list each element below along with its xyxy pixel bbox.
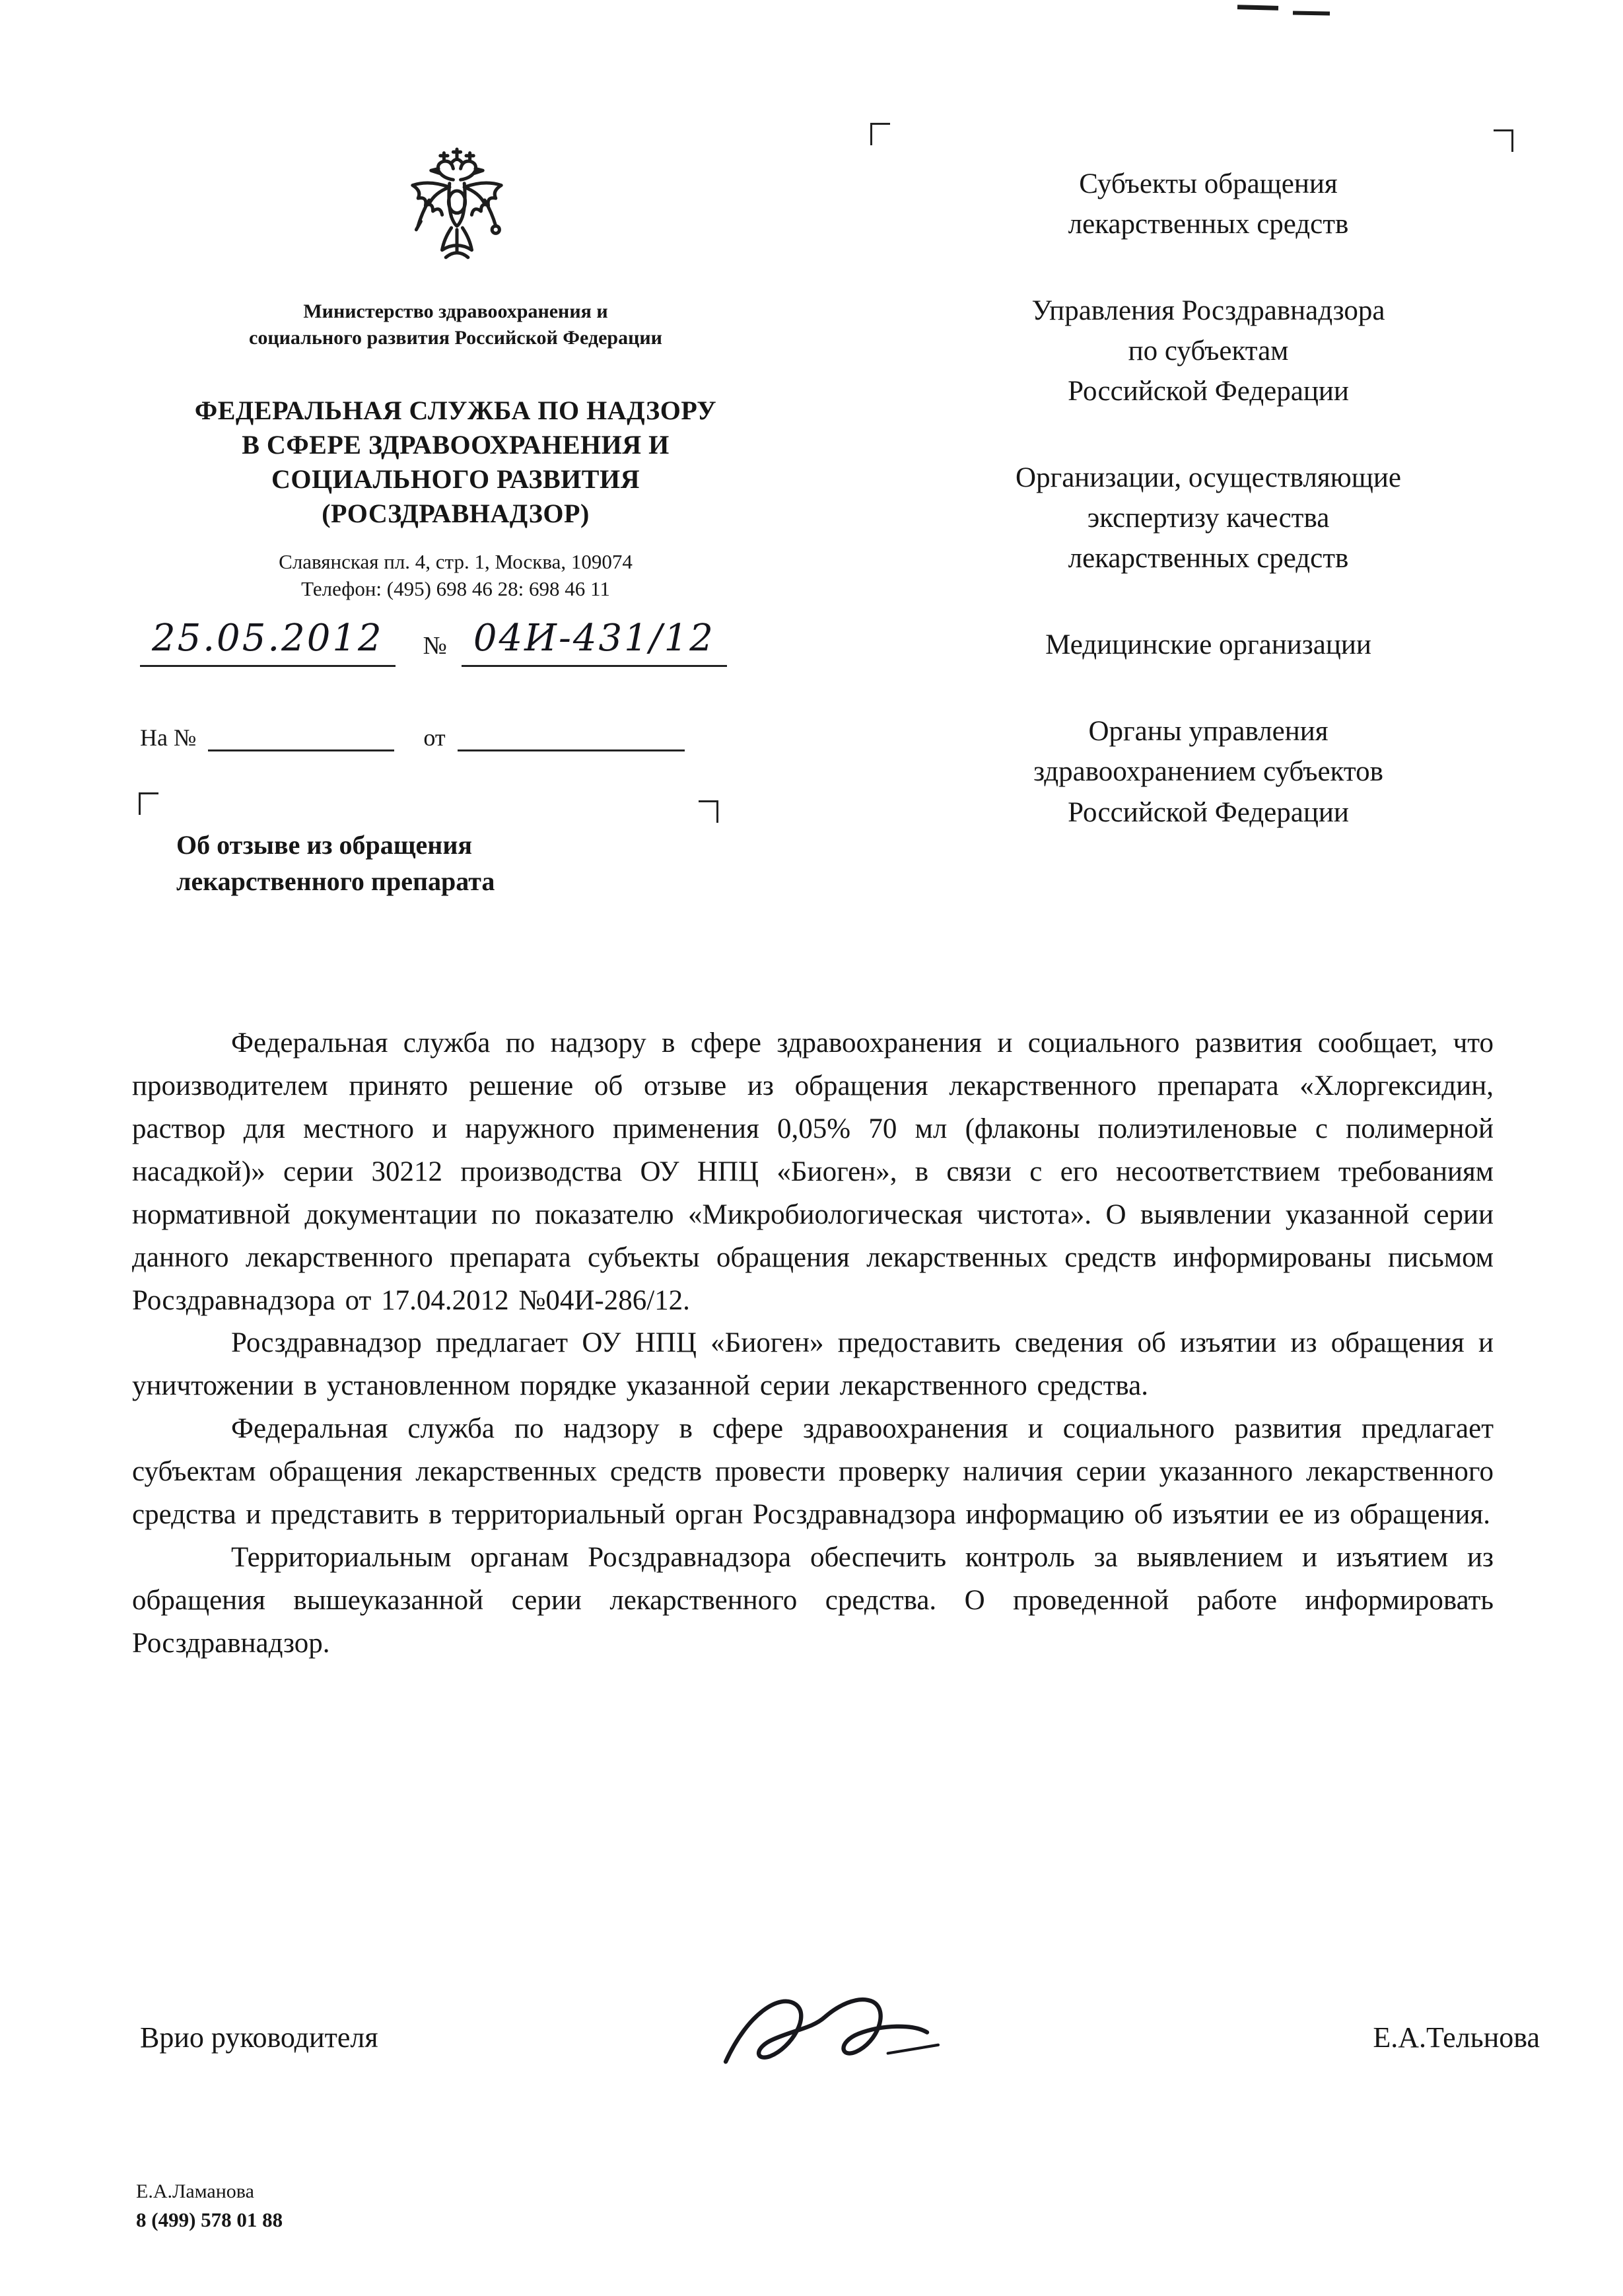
signer-title: Врио руководителя [140, 2021, 378, 2054]
letter-subject-line: Об отзыве из обращения [176, 830, 473, 860]
reply-number-label: На № [140, 724, 197, 751]
addressee-item [964, 711, 1453, 832]
handwritten-outgoing-number: 04И-431/12 [462, 617, 727, 667]
addressee-line: Организации, осуществляющие [1016, 462, 1401, 494]
addressee-item [964, 625, 1453, 665]
agency-name [172, 394, 740, 531]
addressee-line: Медицинские организации [1045, 629, 1371, 661]
letter-subject [176, 827, 599, 899]
body-paragraph: Федеральная служба по надзору в сфере здравоохранения и социального развития предлагает субъектам обращения лекарственных средств провести проверку наличия серии указанного лекарственного средства и представить в территориальный орган Росздравнадзора информацию об изъятии ее из обращения. [132, 1413, 1494, 1531]
addressee-line: экспертизу качества [1087, 503, 1330, 534]
body-paragraph: Федеральная служба по надзору в сфере здравоохранения и социального развития сообщает, что производителем принято решение об отзыве из обращения лекарственного препарата «Хлоргексидин, раствор для местного и наружного применения 0,05% 70 мл (флаконы полиэтиленовые с полимерной насадкой)» серии 30212 производства ОУ НПЦ «Биоген», в связи с его несоответствием требованиям нормативной документации по показателю «Микробиологическая чистота». О выявлении указанной серии данного лекарственного препарата субъекты обращения лекарственных средств информированы письмом Росздравнадзора от 17.04.2012 №04И-286/12. [132, 1027, 1494, 1316]
ministry-name-line: социального развития Российской Федерации [249, 326, 662, 349]
addressee-item [964, 164, 1453, 244]
addressee-item [964, 291, 1453, 411]
agency-phone: Телефон: (495) 698 46 28: 698 46 11 [301, 577, 610, 600]
address-corner-mark-right [1494, 129, 1513, 152]
addressee-list [964, 164, 1453, 879]
agency-address: Славянская пл. 4, стр. 1, Москва, 109074 [279, 550, 633, 573]
subject-corner-mark-left [139, 792, 158, 815]
letter-body [132, 1022, 1494, 1665]
reply-reference-row [140, 724, 734, 751]
agency-name-line: (РОСЗДРАВНАДЗОР) [322, 499, 590, 528]
executor-name: Е.А.Ламанова [136, 2180, 254, 2202]
handwritten-signature-icon [713, 1980, 951, 2092]
letter-subject-line: лекарственного препарата [176, 866, 495, 897]
addressee-line: Органы управления [1088, 716, 1329, 748]
addressee-item [964, 458, 1453, 578]
address-corner-mark-left [870, 123, 890, 145]
body-paragraph: Территориальным органам Росздравнадзора обеспечить контроль за выявлением и изъятием из обращения вышеуказанной серии лекарственного средства. О проведенной работе информировать Росздравнадзор. [132, 1542, 1494, 1659]
agency-name-line: СОЦИАЛЬНОГО РАЗВИТИЯ [271, 464, 640, 494]
subject-corner-mark-right [699, 800, 718, 823]
agency-name-line: В СФЕРЕ ЗДРАВООХРАНЕНИЯ И [242, 430, 670, 460]
addressee-line: по субъектам [1128, 335, 1289, 367]
ministry-name-line: Министерство здравоохранения и [303, 300, 608, 322]
addressee-line: здравоохранением субъектов [1033, 756, 1383, 788]
scan-artifact-mark [1293, 11, 1330, 16]
reply-date-blank-line [458, 724, 685, 751]
addressee-line: лекарственных средств [1068, 543, 1349, 574]
ministry-name [224, 298, 687, 351]
signer-name: Е.А.Тельнова [1373, 2021, 1540, 2054]
reply-date-label: от [423, 724, 446, 751]
body-paragraph: Росздравнадзор предлагает ОУ НПЦ «Биоген» предоставить сведения об изъятии из обращения и уничтожении в установленном порядке указанной серии лекарственного средства. [132, 1327, 1494, 1402]
outgoing-reference-row [140, 617, 734, 667]
addressee-line: Субъекты обращения [1079, 168, 1338, 199]
coat-of-arms-icon [401, 144, 512, 284]
addressee-line: лекарственных средств [1068, 209, 1349, 240]
handwritten-date: 25.05.2012 [140, 617, 396, 667]
agency-name-line: ФЕДЕРАЛЬНАЯ СЛУЖБА ПО НАДЗОРУ [194, 396, 717, 425]
addressee-line: Управления Росздравнадзора [1031, 295, 1385, 327]
addressee-line: Российской Федерации [1068, 376, 1349, 407]
scan-artifact-mark [1237, 5, 1278, 11]
executor-phone: 8 (499) 578 01 88 [136, 2208, 283, 2231]
reply-number-blank-line [208, 724, 394, 751]
number-sign-label: № [423, 632, 447, 660]
addressee-line: Российской Федерации [1068, 796, 1349, 828]
